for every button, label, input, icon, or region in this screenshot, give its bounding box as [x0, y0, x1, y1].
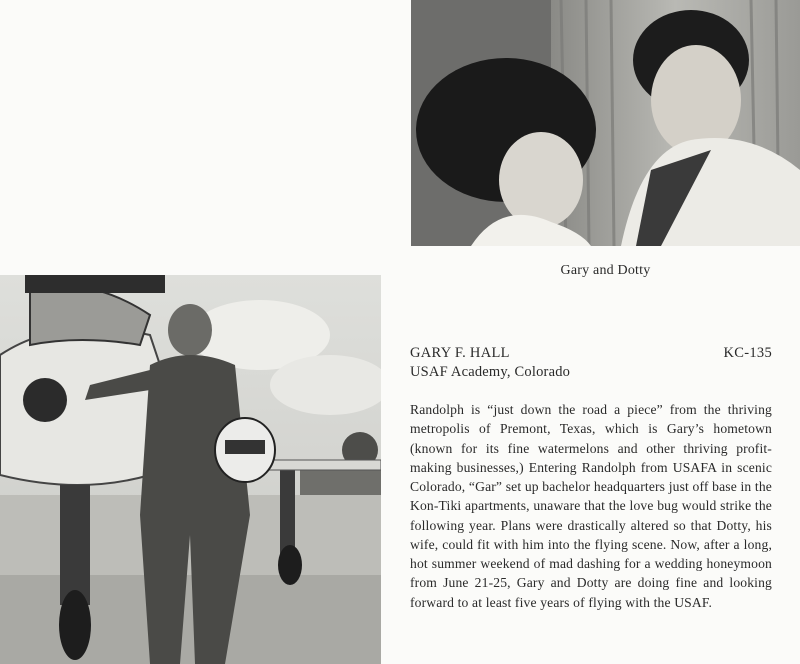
pilot-photo	[0, 275, 381, 664]
couple-photo	[411, 0, 800, 246]
profile-bio: Randolph is “just down the road a piece” from the thriving metropolis of Premont, Texas, which is Gary’s hometown (known for its fine watermelons and other thriving profit-making businesses,) Entering Randolph from USAFA in scenic Colorado, “Gar” set up bachelor headquarters just off base in the Kon-Tiki apartments, unaware that the love bug would strike the following year. Plans were drastically altered so that Dotty, his wife, could fit with him into the flying scene. Now, after a long, hot summer weekend of mad dashing for a wedding honeymoon from June 21-25, Gary and Dotty are doing fine and looking forward to at least five years of flying with the USAF.	[410, 402, 772, 610]
profile-aircraft: KC-135	[723, 345, 772, 361]
profile-header	[410, 345, 772, 362]
couple-photo-image	[411, 0, 800, 246]
profile-name: GARY F. HALL	[410, 345, 510, 361]
photo-caption: Gary and Dotty	[560, 263, 651, 278]
profile-origin: USAF Academy, Colorado	[410, 364, 571, 380]
pilot-photo-image	[0, 275, 381, 664]
